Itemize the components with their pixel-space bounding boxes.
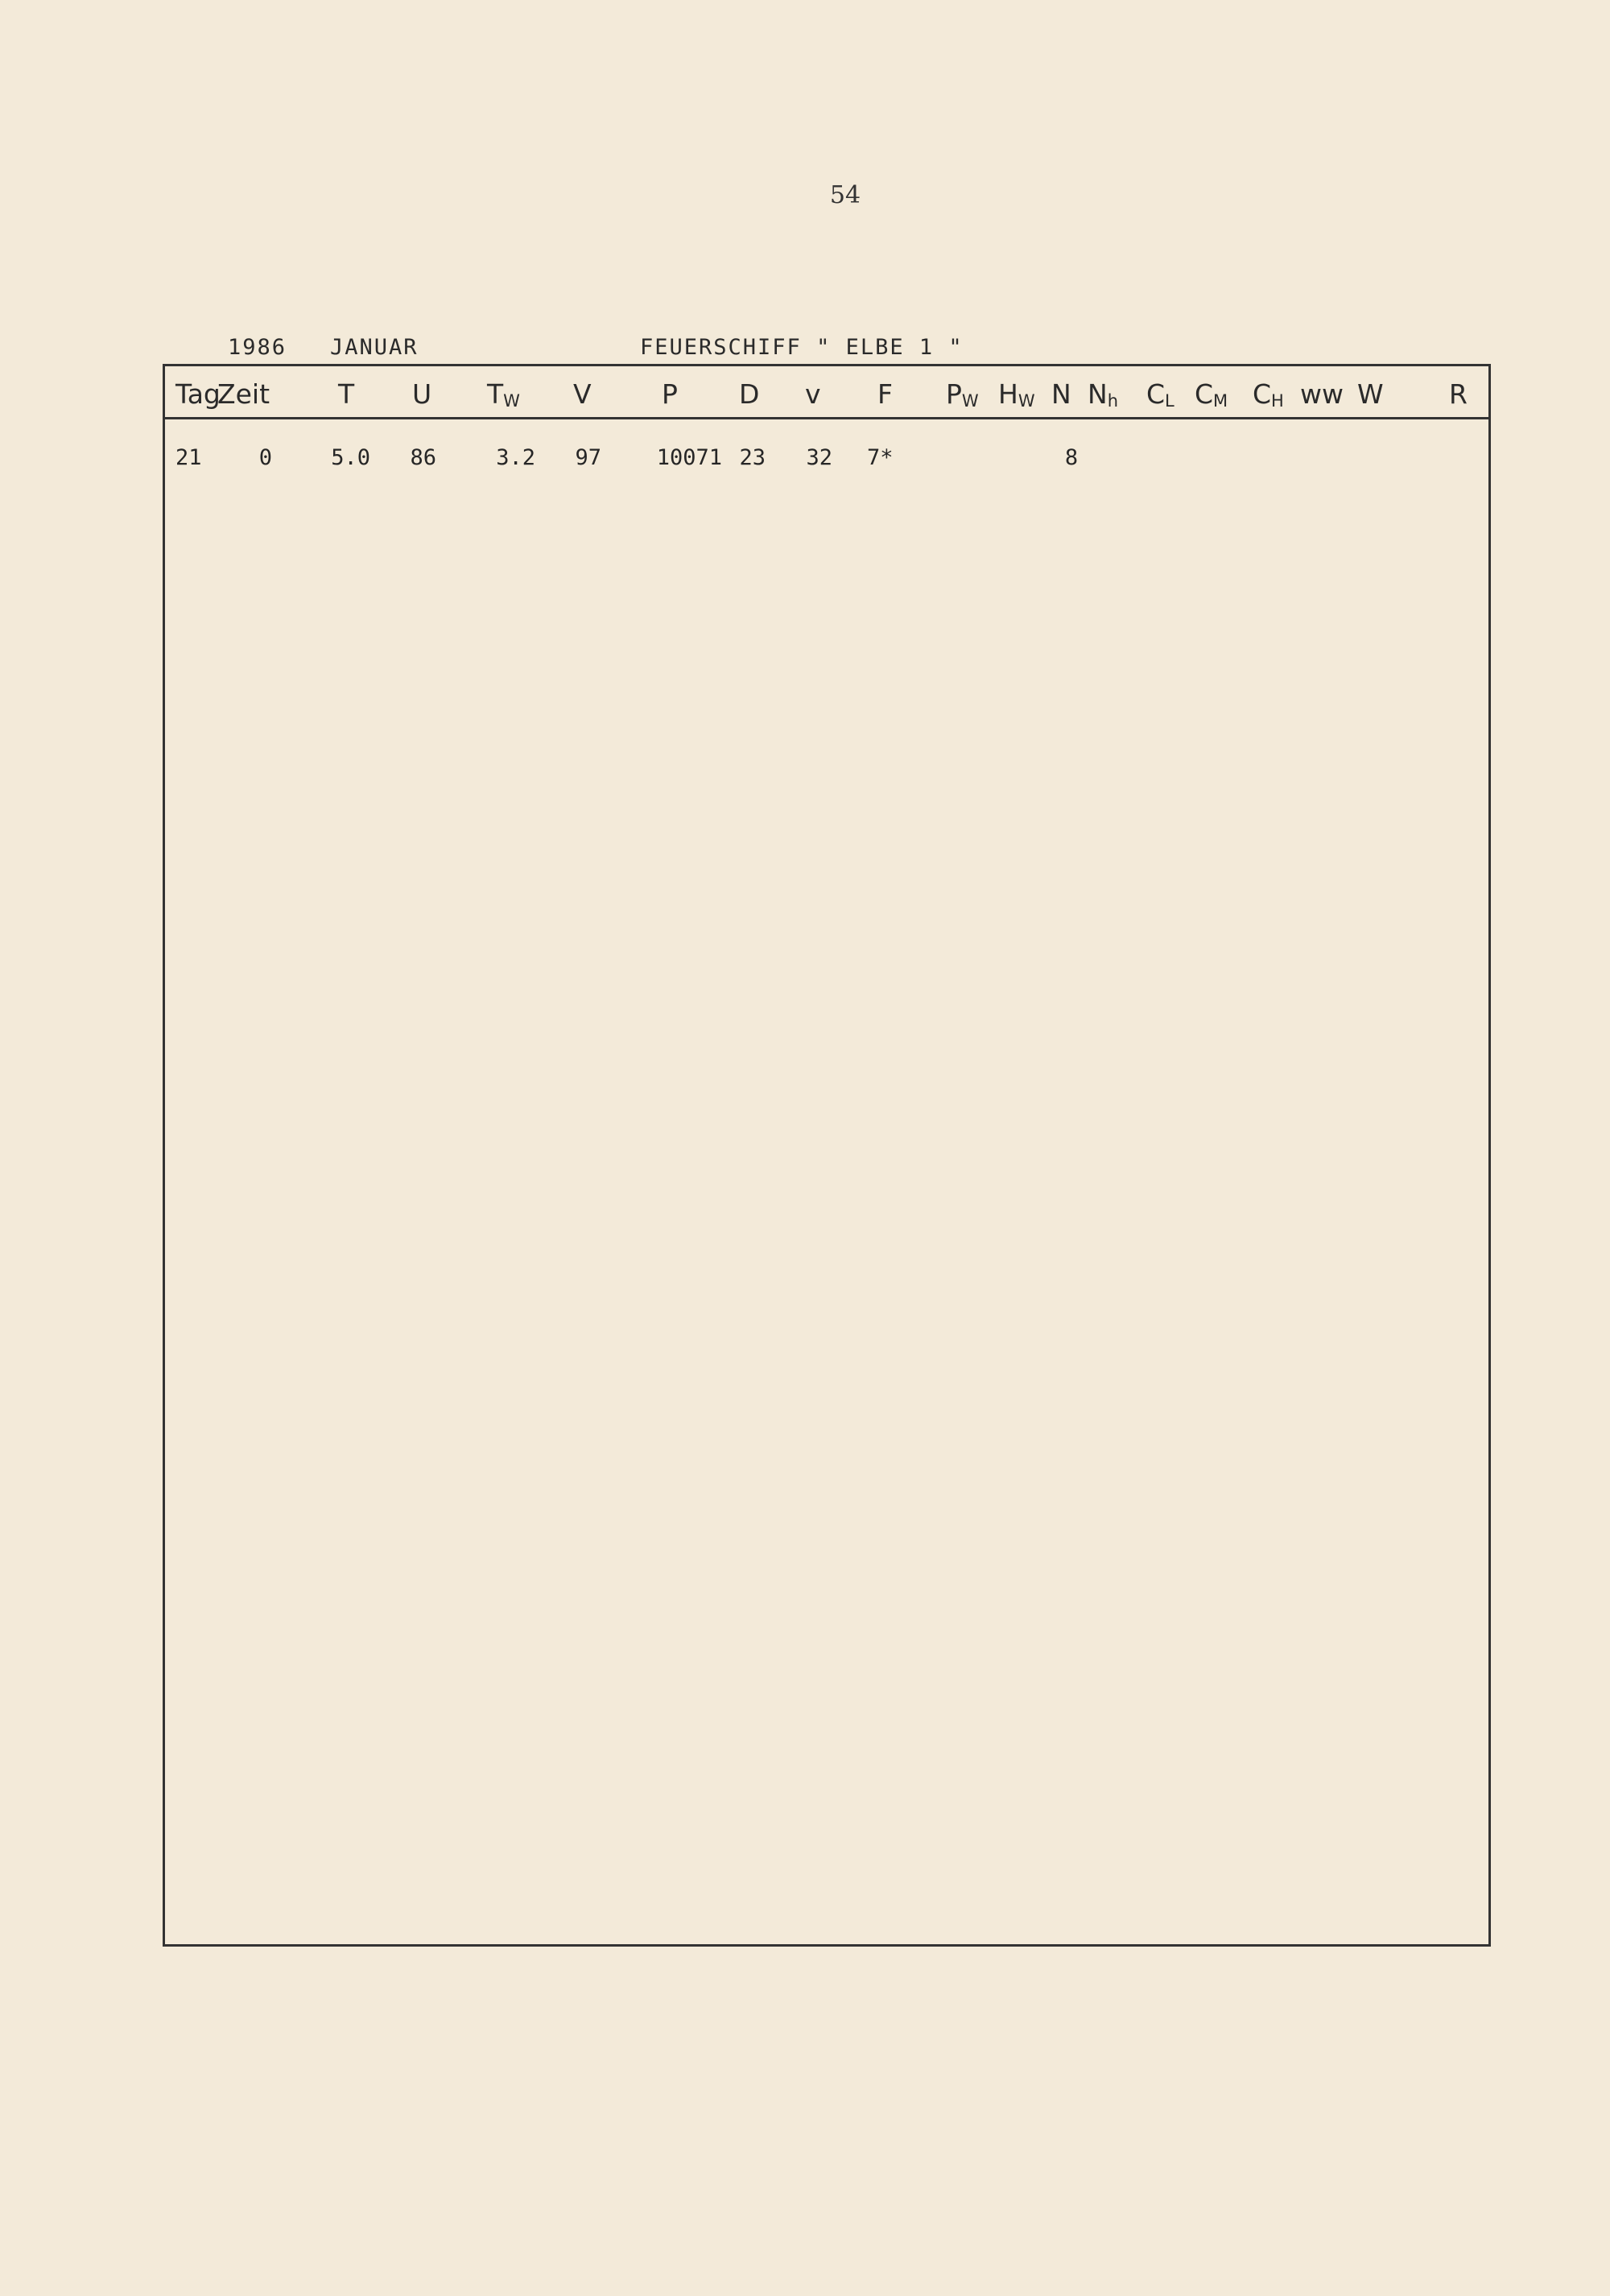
header-tw-subscript: W [503,391,520,411]
cell-d: 23 [739,445,766,470]
header-nh-label: N [1088,378,1108,410]
cell-tw: 3.2 [496,445,535,470]
header-t-label: T [338,378,355,410]
header-hw [998,378,1035,411]
cell-n: 8 [1064,445,1079,470]
header-d [739,378,759,410]
header-p [662,378,678,410]
cell-f: 7* [867,445,894,470]
header-n-label: N [1051,378,1071,410]
header-cl-subscript: L [1165,391,1174,411]
header-cm [1195,378,1228,411]
header-t [338,378,354,410]
header-nh-subscript: h [1107,391,1118,411]
header-cm-label: C [1195,378,1214,410]
header-pw-subscript: W [961,391,979,411]
cell-vv: 32 [806,445,832,470]
header-cl [1146,378,1174,411]
header-zeit [217,378,270,410]
caption-ship: FEUERSCHIFF " ELBE 1 " [640,335,964,360]
header-f [877,378,893,410]
header-ww-label: ww [1300,378,1344,410]
header-pw [946,378,979,411]
header-n [1051,378,1071,410]
header-tag [175,378,221,410]
header-hw-label: H [998,378,1018,410]
cell-u: 86 [410,445,436,470]
header-tag-label: Tag [175,378,221,410]
header-vv [805,378,821,410]
header-p-label: P [662,378,678,410]
header-nh [1088,378,1118,411]
header-ww [1300,378,1344,410]
page-number: 54 [829,181,861,209]
header-tw-label: T [487,378,504,410]
header-vv-label: v [805,378,821,410]
header-hw-subscript: W [1018,391,1035,411]
header-u [412,378,431,410]
header-v [573,378,592,410]
cell-zeit: 0 [258,445,272,470]
cell-t: 5.0 [331,445,370,470]
cell-v: 97 [575,445,601,470]
header-r-label: R [1449,378,1468,410]
table-header [163,364,1491,419]
header-tw [487,378,520,411]
header-r [1449,378,1468,410]
caption-year: 1986 [228,335,287,360]
caption-month: JANUAR [330,335,419,360]
header-d-label: D [739,378,760,410]
cell-p: 10071 [656,445,722,470]
header-cm-subscript: M [1213,391,1228,411]
table-frame [163,364,1491,1947]
header-cl-label: C [1146,378,1166,410]
header-u-label: U [412,378,432,410]
header-v-label: V [573,378,592,410]
header-zeit-label: Zeit [217,378,270,410]
day-tag: 21 [175,445,202,470]
header-ch-label: C [1253,378,1272,410]
header-ch-subscript: H [1271,391,1284,411]
header-w [1357,378,1384,410]
header-w-label: W [1357,378,1384,410]
header-ch [1253,378,1284,411]
header-f-label: F [877,378,893,410]
header-pw-label: P [946,378,962,410]
